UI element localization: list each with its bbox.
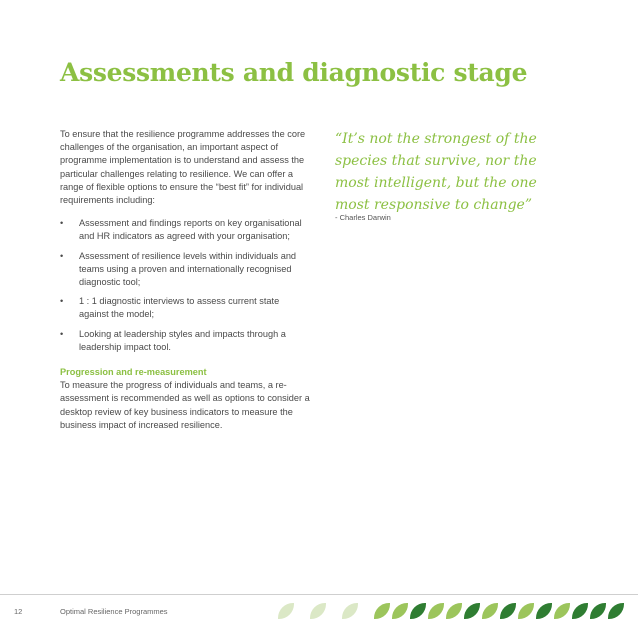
list-item	[60, 328, 310, 354]
quote-author: - Charles Darwin	[335, 213, 391, 222]
leaf-icon	[518, 603, 534, 619]
leaf-icon	[446, 603, 462, 619]
assessment-options-list	[60, 217, 310, 354]
list-item	[60, 217, 310, 243]
footer-document-title: Optimal Resilience Programmes	[60, 607, 168, 616]
body-column	[60, 128, 310, 432]
sub-heading: Progression and re-measurement	[60, 367, 207, 378]
leaf-icon	[536, 603, 552, 619]
leaf-icon	[278, 603, 294, 619]
bullet-icon: •	[60, 250, 64, 261]
leaf-icon	[342, 603, 358, 619]
bullet-icon: •	[60, 328, 64, 339]
leaf-icon	[428, 603, 444, 619]
leaf-icon	[608, 603, 624, 619]
list-item-text: 1 : 1 diagnostic interviews to assess current state against the model;	[79, 296, 280, 320]
leaf-icon	[590, 603, 606, 619]
leaf-icon	[572, 603, 588, 619]
leaf-icon	[392, 603, 408, 619]
leaf-icon	[374, 603, 390, 619]
leaf-icon	[500, 603, 516, 619]
list-item-text: Looking at leadership styles and impacts through a leadership impact tool.	[79, 328, 286, 352]
list-item	[60, 250, 310, 290]
leaf-icon	[464, 603, 480, 619]
list-item-text: Assessment of resilience levels within individuals and teams using a proven and internationally recognised diagnostic tool;	[79, 250, 297, 288]
leaf-pattern	[278, 603, 638, 621]
intro-paragraph: To ensure that the resilience programme addresses the core challenges of the organisation, an important aspect of programme implementation is to understand and assess the particular challenges relating to resilience. We can offer a range of flexible options to ensure the “best fit” for individual requirements including:	[60, 129, 306, 206]
pull-quote: “It’s not the strongest of the species that survive, nor the most intelligent, but the one most responsive to change”	[335, 131, 537, 213]
footer-divider	[0, 594, 638, 595]
bullet-icon: •	[60, 296, 64, 307]
closing-paragraph: To measure the progress of individuals and teams, a re-assessment is recommended as well as options to consider a desktop review of key business indicators to measure the business impact of increased resilience.	[60, 380, 310, 430]
leaf-icon	[554, 603, 570, 619]
leaf-icon	[410, 603, 426, 619]
page-title: Assessments and diagnostic stage	[60, 58, 528, 87]
leaf-icon	[310, 603, 326, 619]
list-item-text: Assessment and findings reports on key organisational and HR indicators as agreed with your organisation;	[79, 218, 302, 242]
bullet-icon: •	[60, 218, 64, 229]
list-item	[60, 295, 310, 321]
page-number: 12	[14, 607, 23, 616]
leaf-icon	[482, 603, 498, 619]
